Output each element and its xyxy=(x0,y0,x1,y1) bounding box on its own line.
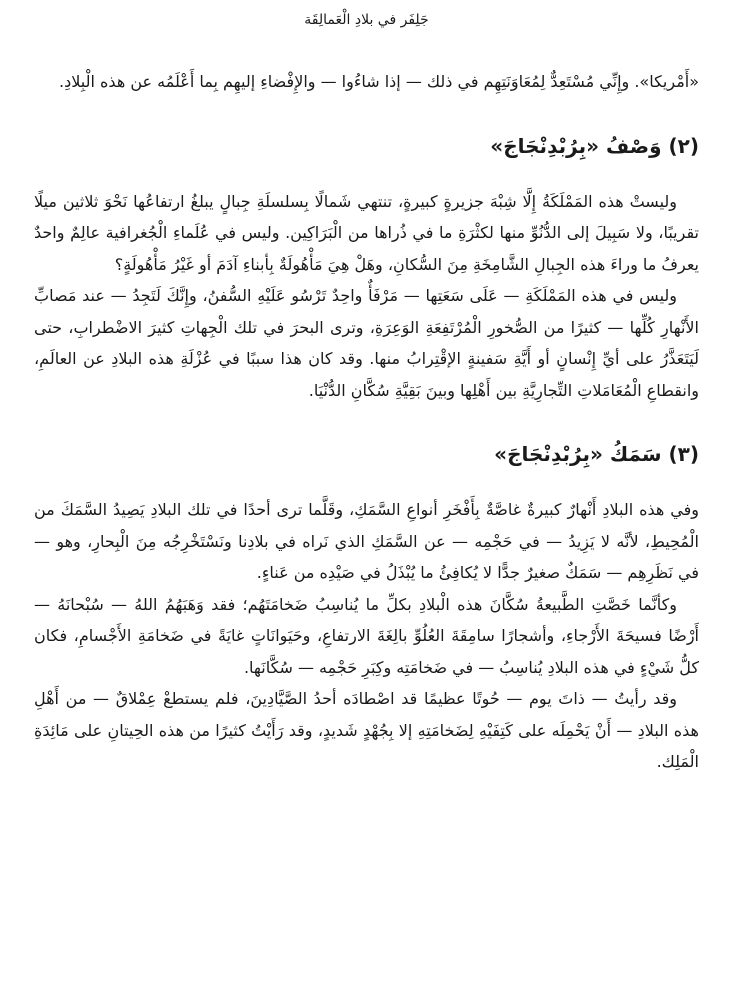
opening-paragraph: «أَمْريكا». وإِنِّي مُسْتَعِدٌّ لِمُعَاوَنَتِهِم في ذلك — إذا شاءُوا — والإِفْضاءِ إليهِم بِما أَعْلَمُه عن هذه الْبِلادِ. xyxy=(59,72,699,91)
paragraph: وكأنَّما خَصَّتِ الطَّبيعةُ سُكَّانَ هذه الْبلادِ بكلِّ ما يُناسِبُ ضَخامَتَهُم؛ فقد وَهَبَهُمُ اللهُ — سُبْحانَهُ — أَرْضًا فسيحَةَ الأَرْجاءِ، وأشجارًا سامِقَةَ العُلُوِّ بالِغَةَ الارتفاعِ، وحَيَوانَاتٍ غايَةً في ضَخامَةِ الأَجْسامِ، فكان كلُّ شَيْءٍ في هذه البلادِ يُناسِبُ — في ضَخامَتِه وكِبَرِ حَجْمِه — سُكَّانَها. xyxy=(34,594,699,677)
spacer xyxy=(34,474,699,494)
section-heading-fish: (٣) سَمَكُ «بِرُبْدِنْجَاجَ» xyxy=(494,442,699,466)
spacer xyxy=(34,406,699,434)
spacer xyxy=(34,166,699,186)
section-heading-description: (٢) وَصْفُ «بِرُبْدِنْجَاجَ» xyxy=(490,133,699,158)
running-head: جَلِفَر في بلادِ الْعَمالِقَة xyxy=(304,12,429,28)
paragraph: وقد رأيتُ — ذاتَ يوم — حُوتًا عظيمًا قد اصْطادَه أحدُ الصَّيَّادِينَ، فلم يستطعْ عِمْلاقٌ — من أَهْلِ هذه البلادِ — أَنْ يَحْمِلَه على كَتِفَيْهِ لِضَخامَتِهِ إلا بِجُهْدٍ شَديدٍ، وقد رَأَيْتُ كثيرًا من هذه الحِيتانِ على مَائِدَةِ الْمَلِك. xyxy=(34,689,699,771)
paragraph: وفي هذه البلادِ أَنْهارٌ كبيرةٌ غاصَّةٌ بِأَفْخَرِ أنواعِ السَّمَكِ، وقَلَّما ترى أحدًا في تلك البلادِ يَصِيدُ السَّمَكَ من الْمُحِيطِ، لأنَّه لا يَزِيدُ — في حَجْمِه — عن السَّمَكِ الذي نَراه في بلادِنا ونَسْتَخْرِجُه مِنَ الْبِحارِ، وهو — في نَظَرِهِم — سَمَكٌ صغيرٌ جدًّا لا يُكافِئُ ما يُبْذَلُ في صَيْدِه من عَناءٍ. xyxy=(34,500,699,582)
paragraph: وليستْ هذه المَمْلَكَةُ إِلَّا شِبْهَ جزيرةٍ كبيرةٍ، تنتهي شَمالًا بِسلسلَةِ جِبالٍ يبلغُ ارتفاعُها نَحْوَ ثلاثين ميلًا تقريبًا، ولا سَبِيلَ إلى الدُّنُوِّ منها لكثْرَةِ ما في ذُراها من الْبَرَاكِين. وليس في عُلَماءِ الْجُغرافية عالِمٌ واحدٌ يعرفُ ما وراءَ هذه الجِبالِ الشَّامِخَةِ مِنَ السُّكانِ، وهَلْ هِيَ مَأْهُولَةٌ بِأبناءِ آدَمَ أو غَيْرُ مَأْهُولَةٍ؟ xyxy=(34,191,699,274)
paragraph: وليس في هذه المَمْلَكَةِ — عَلَى سَعَتِها — مَرْفَأٌ واحِدٌ تَرْسُو عَلَيْهِ السُّفنُ، وإِنَّكَ لَتَجِدُ — عند مَصابِّ الأَنْهارِ كُلِّها — كثيرًا من الصُّخورِ الْمُرْتَفِعَةِ الوَعِرَةِ، وترى البحرَ في تلك الْجِهاتِ كثيرَ الاضْطرابِ، حتى لَيَتَعَذَّرُ على أيِّ إِنْسانٍ أو أَيَّةِ سَفينةٍ الإقْتِرابُ منها. وقد كان هذا سببًا في عُزْلَةِ هذه البلادِ عن العالَمِ، وانقطاعِ الْمُعَامَلاتِ التِّجارِيَّةِ بين أَهْلِها وبينَ بَقِيَّةِ سُكَّانِ الدُّنْيَا. xyxy=(34,286,699,400)
spacer xyxy=(34,98,699,126)
